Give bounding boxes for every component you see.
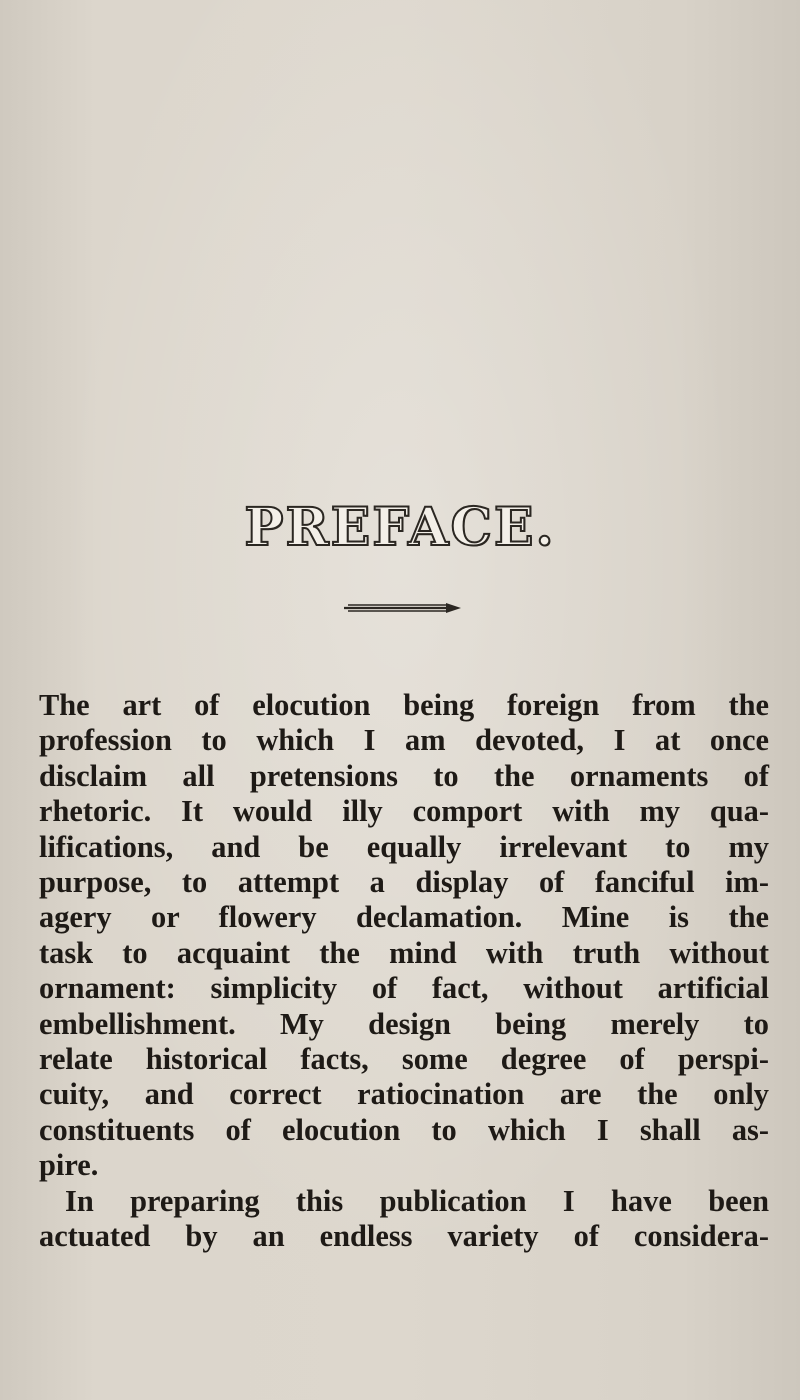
text-line: In preparing this publication I have been: [65, 1183, 769, 1218]
text-line: lifications, and be equally irrelevant to my: [39, 829, 769, 864]
text-line: rhetoric. It would illy comport with my qua-: [39, 794, 769, 829]
text-line: actuated by an endless variety of considera-: [39, 1219, 769, 1254]
ornamental-rule: [342, 601, 462, 615]
text-line: task to acquaint the mind with truth without: [39, 935, 769, 970]
text-line: relate historical facts, some degree of perspi-: [39, 1042, 769, 1077]
page-heading: PREFACE.: [244, 497, 556, 558]
text-line: constituents of elocution to which I shall as-: [39, 1112, 769, 1147]
text-line: purpose, to attempt a display of fanciful im-: [39, 865, 769, 900]
text-line: ornament: simplicity of fact, without artificial: [39, 971, 769, 1006]
paragraph-2: [39, 1184, 769, 1255]
text-line: profession to which I am devoted, I at once: [39, 723, 769, 758]
text-line: disclaim all pretensions to the ornaments of: [39, 758, 769, 793]
text-line: pire.: [39, 1148, 99, 1183]
paragraph-1: [39, 688, 769, 1184]
text-line: The art of elocution being foreign from the: [39, 688, 769, 722]
preface-body: [39, 688, 769, 1255]
text-line: agery or flowery declamation. Mine is the: [39, 900, 769, 935]
text-line: embellishment. My design being merely to: [39, 1006, 769, 1041]
text-line: cuity, and correct ratiocination are the only: [39, 1077, 769, 1112]
